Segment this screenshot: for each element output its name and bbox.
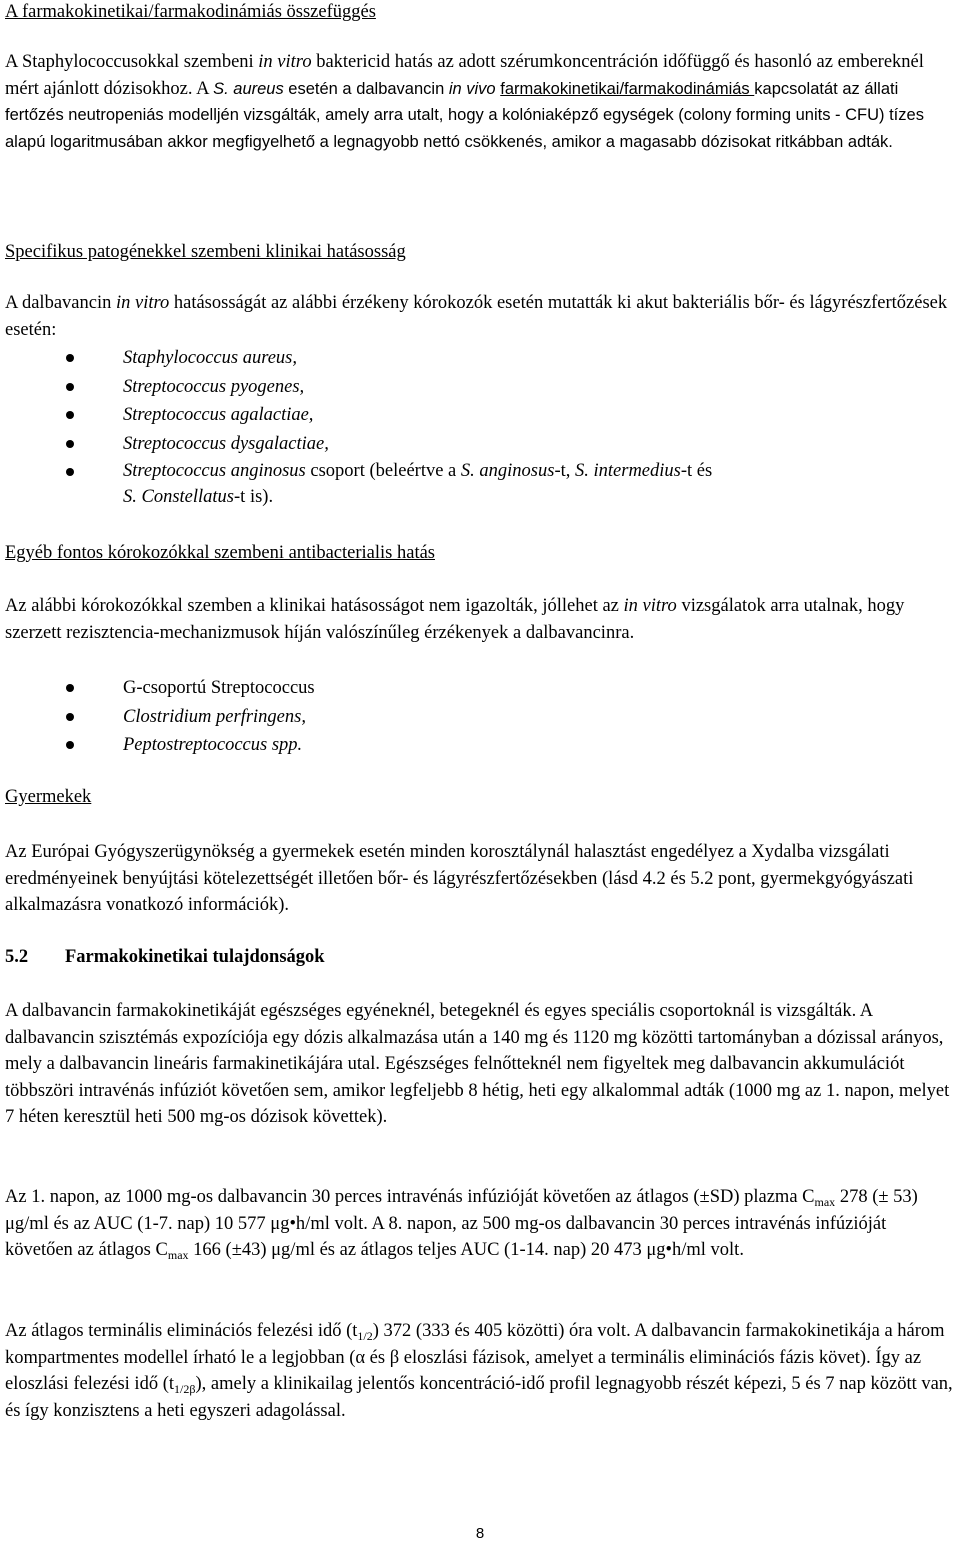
paragraph-pk-1: A dalbavancin farmakokinetikáját egészséges egyéneknél, betegeknél és egyes speciális csoportoknál is vizsgálták. A dalbavancin szisztémás expozíciója egy dózis alkalmazása után a 140 mg és 1120 mg közötti tartományban a dózissal arányos, mely a dalbavancin lineáris farmakinetikájára utal. Egészséges felnőtteknél nem figyeltek meg dalbavancin akkumulációt többszöri intravénás infúziót követően sem, amikor legfeljebb 8 hétig, heti egy alkalommal adták (1000 mg az 1. napon, melyet 7 héten keresztül heti 500 mg-os dózisok követtek). [5,1001,950,1127]
list-item: Streptococcus agalactiae, [5,401,955,430]
page-number: 8 [475,1525,485,1542]
list-item: Clostridium perfringens, [5,703,955,732]
paragraph-pk-2: Az 1. napon, az 1000 mg-os dalbavancin 30 perces intravénás infúzióját követően az átlagos (±SD) plazma $C_{max}$ 278 (± 53) μg/ml és az AUC (1-7. nap) 10 577 μg•h/ml volt. A 8. napon, az 500 mg-os dalbavancin 30 perces intravénás infúzióját követően az átlagos $C_{max}$ 166 (±43) μg/ml és az átlagos teljes AUC (1-14. nap) 20 473 μg•h/ml volt. [5,1187,918,1262]
section-title-children: Gyermekek [5,787,92,807]
paragraph-clinical: A dalbavancin in vitro hatásosságát az alábbi érzékeny kórokozók esetén mutatták ki akut bakteriális bőr- és lágyrészfertőzések esetén: [5,293,948,340]
list-item: Streptococcus anginosus csoport (beleértve a S. anginosus-t, S. intermedius-t és S. Constellatus-t is). [5,458,955,510]
section-title-other: Egyéb fontos kórokozókkal szembeni antibacterialis hatás [5,543,435,563]
paragraph-pkpd: A Staphylococcusokkal szembeni in vitro baktericid hatás az adott szérumkoncentráción időfüggő és hasonló az embereknél mért ajánlott dózisokhoz. A S. aureus esetén a dalbavancin in vivo farmakokinetikai/farmakodinámiás kapcsolatát az állati fertőzés neutropeniás modelljén vizsgálták, amely arra utalt, hogy a kolóniaképző egységek (colony forming units - CFU) tízes alapú logaritmusában akkor megfigyelhető a legnagyobb nettó csökkenés, amikor a magasabb dózisokat ritkábban adták. [5,52,924,151]
paragraph-children: Az Európai Gyógyszerügynökség a gyermekek esetén minden korosztálynál halasztást engedélyez a Xydalba vizsgálati eredményeinek benyújtási kötelezettségét illetően bőr- és lágyrészfertőzésekben (lásd 4.2 és 5.2 pont, gyermekgyógyászati alkalmazásra vonatkozó információk). [5,842,914,915]
list-item: Streptococcus pyogenes, [5,373,955,402]
pathogen-list [5,344,955,510]
section-title-pkpd: A farmakokinetikai/farmakodinámiás összefüggés [5,2,376,22]
section-heading-5-2: 5.2 Farmakokinetikai tulajdonságok [5,947,325,967]
paragraph-other: Az alábbi kórokozókkal szemben a klinikai hatásosságot nem igazolták, jóllehet az in vitro vizsgálatok arra utalnak, hogy szerzett rezisztencia-mechanizmusok híján valószínűleg érzékenyek a dalbavancinra. [5,596,905,643]
list-item: G-csoportú Streptococcus [5,674,955,703]
list-item: Streptococcus dysgalactiae, [5,430,955,459]
paragraph-pk-3: Az átlagos terminális eliminációs felezési idő $(t_{1/2})$ 372 (333 és 405 közötti) óra volt. A dalbavancin farmakokinetikája a három kompartmentes modellel írható le a legjobban (α és β eloszlási fázisok, amelyet a terminális eliminációs fázis követ). Így az eloszlási felezési idő $(t_{1/2\beta})$, amely a klinikailag jelentős koncentráció-idő profil legnagyobb részét képezi, 5 és 7 nap között van, és így konzisztens a heti egyszeri adagolással. [5,1321,953,1421]
other-pathogen-list [5,674,955,760]
list-item: Staphylococcus aureus, [5,344,955,373]
section-title-clinical: Specifikus patogénekkel szembeni klinikai hatásosság [5,242,406,262]
list-item: Peptostreptococcus spp. [5,731,955,760]
